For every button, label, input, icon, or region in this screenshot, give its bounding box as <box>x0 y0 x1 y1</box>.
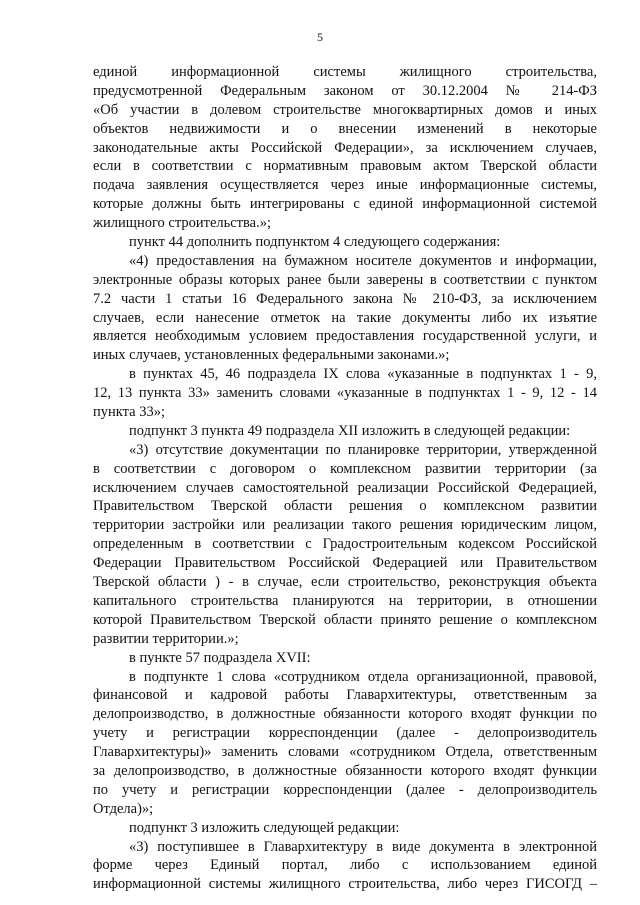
text-line: единой информационной системы жилищного строительства, <box>93 64 597 80</box>
text-line: является необходимым условием предоставления государственной услуги, и <box>93 328 597 345</box>
text-line: иных случаев, установленных федеральными законами.»; <box>93 347 450 364</box>
text-line: капитального строительства планируются на территории, в отношении <box>93 592 597 609</box>
text-line: которой Правительством Тверской области принято решение о комплексном <box>93 611 597 628</box>
text-line: «4) предоставления на бумажном носителе документов и информации, <box>129 252 597 269</box>
text-line: подпункт 3 изложить следующей редакции: <box>129 819 400 836</box>
text-line: по учету и регистрации корреспонденции (далее - делопроизводитель <box>93 781 597 798</box>
text-line: Главархитектуры)» заменить словами «сотрудником Отдела, ответственным <box>93 744 597 761</box>
text-line: Правительством Тверской области решения о комплексном развитии <box>93 498 597 515</box>
text-line: «3) поступившее в Главархитектуру в виде документа в электронной <box>129 838 597 855</box>
text-line: учету и регистрации корреспонденции (далее - делопроизводитель <box>93 725 597 742</box>
text-line: жилищного строительства.»; <box>93 215 272 232</box>
text-line: территории застройки или реализации такого решения юридическим лицом, <box>93 517 597 534</box>
text-line: в пунктах 45, 46 подраздела IX слова «указанные в подпунктах 1 - 9, <box>129 366 597 383</box>
text-line: предусмотренной Федеральным законом от 30.12.2004 № 214-ФЗ <box>93 82 597 99</box>
text-line: 7.2 части 1 статьи 16 Федерального закона № 210-ФЗ, за исключением <box>93 290 597 307</box>
text-line: «3) отсутствие документации по планировке территории, утвержденной <box>129 441 597 458</box>
text-line: исключением случаев самостоятельной реализации Российской Федерацией, <box>93 479 597 496</box>
text-line: Федерации Правительством Российской Федерацией или Правительством <box>93 555 597 572</box>
text-line: пункт 44 дополнить подпунктом 4 следующего содержания: <box>129 234 501 251</box>
text-line: законодательные акты Российской Федерации», за исключением случаев, <box>93 139 597 156</box>
text-line: которые должны быть интегрированы с единой информационной системой <box>93 196 597 213</box>
text-line: делопроизводство, в должностные обязанности которого входят функции по <box>93 706 597 723</box>
text-line: определенным в соответствии с Градостроительным кодексом Российской <box>93 536 597 553</box>
text-line: пункта 33»; <box>93 404 165 421</box>
text-line: в подпункте 1 слова «сотрудником отдела организационной, правовой, <box>129 668 597 685</box>
text-line: информационной системы жилищного строительства, либо через ГИСОГД – <box>93 876 597 893</box>
text-line: электронные образы которых ранее были заверены в соответствии с пунктом <box>93 271 597 288</box>
page-number: 5 <box>317 30 323 44</box>
text-line: 12, 13 пункта 33» заменить словами «указанные в подпунктах 1 - 9, 12 - 14 <box>93 385 597 402</box>
text-line: Отдела)»; <box>93 800 154 817</box>
text-line: в пункте 57 подраздела XVII: <box>129 649 311 666</box>
text-line: подпункт 3 пункта 49 подраздела XII изложить в следующей редакции: <box>129 422 571 439</box>
text-line: развитии территории.»; <box>93 630 239 647</box>
text-line: финансовой и кадровой работы Главархитектуры, ответственным за <box>93 687 597 704</box>
text-line: «Об участии в долевом строительстве многоквартирных домов и иных <box>93 101 597 118</box>
text-line: Тверской области ) - в случае, если строительство, реконструкция объекта <box>93 574 597 591</box>
text-line: подача заявления осуществляется через иные информационные системы, <box>93 177 597 194</box>
text-line: если в соответствии с нормативным правовым актом Тверской области <box>93 158 597 175</box>
text-line: форме через Единый портал, либо с использованием единой <box>93 857 597 874</box>
document-body <box>93 63 597 894</box>
text-line: за делопроизводство, в должностные обязанности которого входят функции <box>93 762 597 779</box>
text-line: объектов недвижимости и о внесении изменений в некоторые <box>93 120 597 137</box>
text-line: случаев, если нанесение отметок на такие документы либо их изъятие <box>93 309 597 326</box>
text-line: в соответствии с договором о комплексном развитии территории (за <box>93 460 597 477</box>
